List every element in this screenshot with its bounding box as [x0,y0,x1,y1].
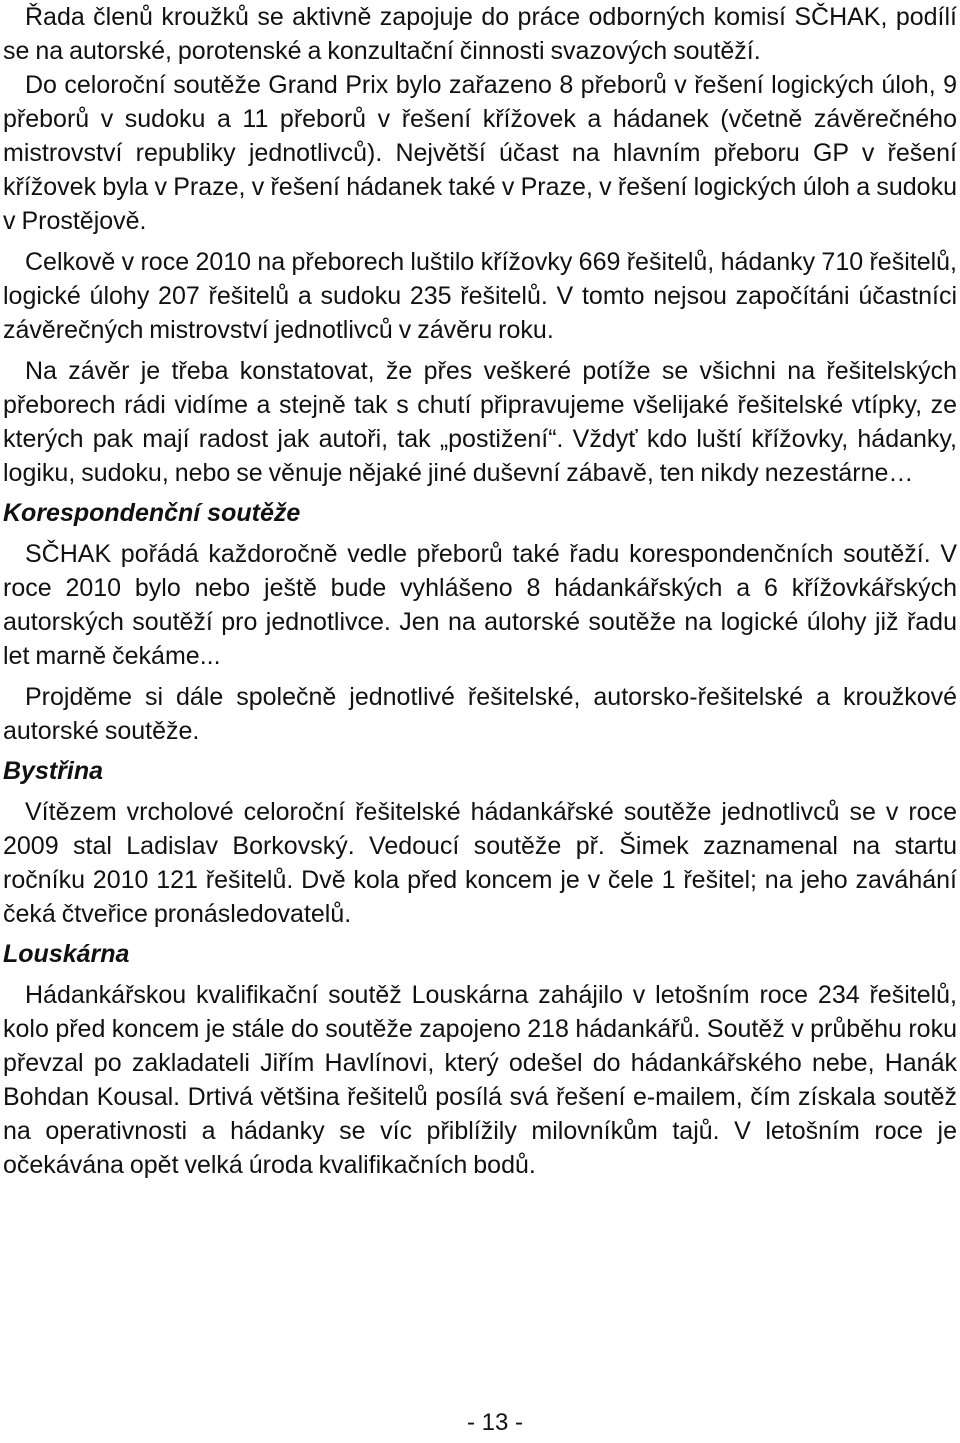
heading-korespondencni-souteze: Korespondenční soutěže [3,499,301,527]
paragraph-grand-prix: Do celoroční soutěže Grand Prix bylo zařazeno 8 přeborů v řešení logických úloh, 9 přeborů v sudoku a 11 přeborů v řešení křížovek a hádanek (včetně závěrečného mistrovství republiky jednotlivců). Největší účast na hlavním přeboru GP v řešení křížovek byla v Praze, v řešení hádanek také v Praze, v řešení logických úloh a sudoku v Prostějově. [3,71,957,235]
paragraph-projdeme: Projděme si dále společně jednotlivé řešitelské, autorsko-řešitelské a kroužkové autorské soutěže. [3,683,957,745]
page-number: - 13 - [466,1409,523,1436]
paragraph-commissions: Řada členů kroužků se aktivně zapojuje do práce odborných komisí SČHAK, podílí se na autorské, porotenské a konzultační činnosti svazových soutěží. [3,3,957,65]
paragraph-korespondencni: SČHAK pořádá každoročně vedle přeborů také řadu korespondenčních soutěží. V roce 2010 bylo nebo ještě bude vyhlášeno 8 hádankářských a 6 křížovkářských autorských soutěží pro jednotlivce. Jen na autorské soutěže na logické úlohy již řadu let marně čekáme... [3,540,957,670]
paragraph-totals: Celkově v roce 2010 na přeborech luštilo křížovky 669 řešitelů, hádanky 710 řešitelů, logické úlohy 207 řešitelů a sudoku 235 řešitelů. V tomto nejsou započítáni účastníci závěrečných mistrovství jednotlivců v závěru roku. [3,248,957,344]
paragraph-louskarna: Hádankářskou kvalifikační soutěž Louskárna zahájilo v letošním roce 234 řešitelů, kolo před koncem je stále do soutěže zapojeno 218 hádankářů. Soutěž v průběhu roku převzal po zakladateli Jiřím Havlínovi, který odešel do hádankářského nebe, Hanák Bohdan Kousal. Drtivá většina řešitelů posílá svá řešení e-mailem, čím získala soutěž na operativnosti a hádanky se víc přiblížily milovníkům tajů. V letošním roce je očekávána opět velká úroda kvalifikačních bodů. [3,981,957,1179]
document-page [3,0,957,1182]
heading-bystrina: Bystřina [3,757,104,785]
heading-louskarna: Louskárna [3,940,130,968]
paragraph-bystrina: Vítězem vrcholové celoroční řešitelské hádankářské soutěže jednotlivců se v roce 2009 stal Ladislav Borkovský. Vedoucí soutěže př. Šimek zaznamenal na startu ročníku 2010 121 řešitelů. Dvě kola před koncem je v čele 1 řešitel; na jeho zaváhání čeká čtveřice pronásledovatelů. [3,798,957,928]
paragraph-conclusion: Na závěr je třeba konstatovat, že přes veškeré potíže se všichni na řešitelských přeborech rádi vidíme a stejně tak s chutí připravujeme všelijaké řešitelské vtípky, ze kterých pak mají radost jak autoři, tak „postižení“. Vždyť kdo luští křížovky, hádanky, logiku, sudoku, nebo se věnuje nějaké jiné duševní zábavě, ten nikdy nezestárne… [3,357,957,487]
